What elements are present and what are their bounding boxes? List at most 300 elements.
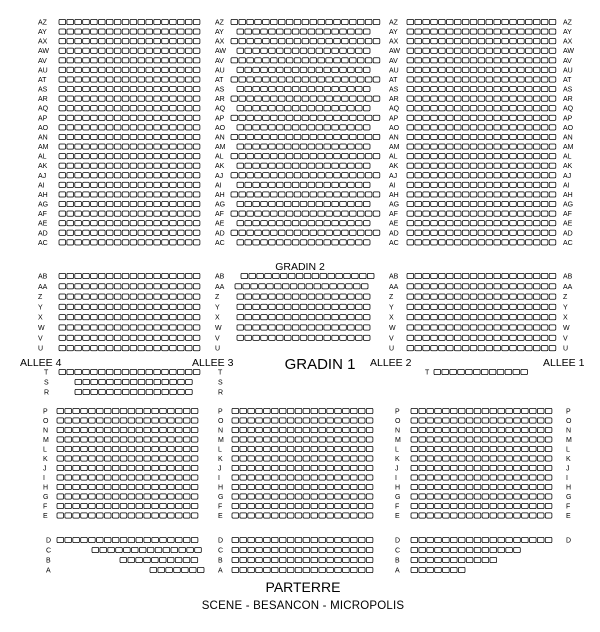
seat-parterre-right-F-16[interactable] <box>530 503 537 508</box>
seat-g2-right-AG-11[interactable] <box>486 201 493 206</box>
seat-g1-right-AA-16[interactable] <box>526 284 533 289</box>
seat-g1-right-AB-19[interactable] <box>549 273 556 278</box>
seat-parterre-center-I-4[interactable] <box>256 475 263 480</box>
seat-g2-right-AN-10[interactable] <box>478 134 485 139</box>
seat-parterre-center-O-14[interactable] <box>335 418 342 423</box>
seat-g1-right-U-17[interactable] <box>533 346 540 351</box>
seat-g2-left-AO-2[interactable] <box>67 125 74 130</box>
seat-g2-center-AJ-7[interactable] <box>278 173 285 178</box>
seat-g1-right-AA-7[interactable] <box>454 284 461 289</box>
seat-front-left-C-9[interactable] <box>155 547 162 552</box>
seat-g2-left-AY-15[interactable] <box>170 29 177 34</box>
seat-parterre-center-I-5[interactable] <box>264 475 271 480</box>
seat-parterre-right-F-18[interactable] <box>545 503 552 508</box>
seat-g2-left-AS-11[interactable] <box>138 86 145 91</box>
seat-parterre-left-L-8[interactable] <box>112 446 119 451</box>
seat-parterre-left-I-17[interactable] <box>183 475 190 480</box>
seat-g1-center-AA-13[interactable] <box>330 284 337 289</box>
seat-g1-left-Y-7[interactable] <box>106 304 113 309</box>
seat-g1-left-V-18[interactable] <box>193 335 200 340</box>
seat-g2-center-AJ-5[interactable] <box>263 173 270 178</box>
seat-parterre-right-P-15[interactable] <box>522 408 529 413</box>
seat-g2-right-AE-4[interactable] <box>431 221 438 226</box>
seat-parterre-right-J-8[interactable] <box>466 465 473 470</box>
seat-g2-left-AX-18[interactable] <box>193 39 200 44</box>
seat-g1-center-Y-14[interactable] <box>340 304 347 309</box>
seat-g2-right-AQ-15[interactable] <box>518 106 525 111</box>
seat-g1-left-AB-18[interactable] <box>193 273 200 278</box>
seat-front-center-D-5[interactable] <box>264 537 271 542</box>
seat-g2-right-AV-18[interactable] <box>541 58 548 63</box>
seat-parterre-left-E-1[interactable] <box>57 513 64 518</box>
seat-parterre-left-N-16[interactable] <box>176 427 183 432</box>
seat-front-right-C-3[interactable] <box>427 547 434 552</box>
seat-front-right-C-13[interactable] <box>506 547 513 552</box>
seat-g2-right-AW-14[interactable] <box>510 48 517 53</box>
seat-g2-left-AD-3[interactable] <box>75 230 82 235</box>
seat-parterre-center-P-10[interactable] <box>303 408 310 413</box>
seat-parterre-right-F-13[interactable] <box>506 503 513 508</box>
seat-mid-left-T-9[interactable] <box>122 369 129 374</box>
seat-front-center-A-3[interactable] <box>248 567 255 572</box>
seat-g2-center-AJ-10[interactable] <box>302 173 309 178</box>
seat-parterre-left-P-9[interactable] <box>120 408 127 413</box>
seat-g2-center-AX-7[interactable] <box>278 39 285 44</box>
seat-parterre-right-M-6[interactable] <box>451 437 458 442</box>
seat-g1-left-W-9[interactable] <box>122 325 129 330</box>
seat-g2-left-AE-9[interactable] <box>122 221 129 226</box>
seat-g2-center-AU-14[interactable] <box>340 67 347 72</box>
seat-g2-center-AG-9[interactable] <box>300 201 307 206</box>
seat-g2-center-AK-10[interactable] <box>308 163 315 168</box>
seat-g2-right-AE-16[interactable] <box>526 221 533 226</box>
seat-g1-left-Y-15[interactable] <box>170 304 177 309</box>
seat-g2-right-AH-17[interactable] <box>533 192 540 197</box>
seat-parterre-center-H-10[interactable] <box>303 484 310 489</box>
seat-g2-left-AM-12[interactable] <box>146 144 153 149</box>
seat-g1-center-AB-15[interactable] <box>352 273 359 278</box>
seat-parterre-right-H-17[interactable] <box>537 484 544 489</box>
seat-g2-left-AO-10[interactable] <box>130 125 137 130</box>
seat-g1-center-Y-13[interactable] <box>332 304 339 309</box>
seat-parterre-right-P-12[interactable] <box>498 408 505 413</box>
seat-g1-right-W-6[interactable] <box>447 325 454 330</box>
seat-parterre-center-J-12[interactable] <box>319 465 326 470</box>
seat-g2-left-AJ-1[interactable] <box>59 173 66 178</box>
seat-g1-left-U-7[interactable] <box>106 346 113 351</box>
seat-g2-right-AP-10[interactable] <box>478 115 485 120</box>
seat-g2-center-AD-17[interactable] <box>357 230 364 235</box>
seat-g1-left-U-11[interactable] <box>138 346 145 351</box>
seat-front-center-C-18[interactable] <box>366 547 373 552</box>
seat-parterre-left-P-11[interactable] <box>136 408 143 413</box>
seat-g2-center-AW-6[interactable] <box>277 48 284 53</box>
seat-g2-center-AN-13[interactable] <box>326 134 333 139</box>
seat-front-center-D-4[interactable] <box>256 537 263 542</box>
seat-parterre-center-J-4[interactable] <box>256 465 263 470</box>
seat-parterre-left-N-11[interactable] <box>136 427 143 432</box>
seat-parterre-left-J-3[interactable] <box>73 465 80 470</box>
seat-parterre-left-J-8[interactable] <box>112 465 119 470</box>
seat-g2-center-AR-7[interactable] <box>278 96 285 101</box>
seat-g2-left-AG-11[interactable] <box>138 201 145 206</box>
seat-g1-center-X-3[interactable] <box>253 315 260 320</box>
seat-g2-left-AT-13[interactable] <box>154 77 161 82</box>
seat-g1-left-V-13[interactable] <box>154 335 161 340</box>
seat-g2-left-AG-9[interactable] <box>122 201 129 206</box>
seat-g2-left-AQ-6[interactable] <box>99 106 106 111</box>
seat-g2-center-AZ-18[interactable] <box>365 19 372 24</box>
seat-g2-center-AI-17[interactable] <box>363 182 370 187</box>
seat-parterre-right-K-13[interactable] <box>506 456 513 461</box>
seat-mid-left-S-6[interactable] <box>115 379 122 384</box>
seat-g2-right-AK-10[interactable] <box>478 163 485 168</box>
seat-g2-right-AE-11[interactable] <box>486 221 493 226</box>
seat-g2-right-AT-7[interactable] <box>454 77 461 82</box>
seat-parterre-right-E-16[interactable] <box>530 513 537 518</box>
seat-front-left-D-9[interactable] <box>120 537 127 542</box>
seat-g2-center-AL-18[interactable] <box>365 154 372 159</box>
seat-g1-left-AB-13[interactable] <box>154 273 161 278</box>
seat-g2-center-AC-4[interactable] <box>261 240 268 245</box>
seat-parterre-center-G-17[interactable] <box>358 494 365 499</box>
seat-front-center-B-8[interactable] <box>287 557 294 562</box>
seat-parterre-left-K-11[interactable] <box>136 456 143 461</box>
seat-g2-right-AY-16[interactable] <box>526 29 533 34</box>
seat-front-center-C-12[interactable] <box>319 547 326 552</box>
seat-parterre-left-J-13[interactable] <box>152 465 159 470</box>
seat-g2-right-AI-9[interactable] <box>470 182 477 187</box>
seat-g1-right-Y-8[interactable] <box>462 304 469 309</box>
seat-g1-left-Y-12[interactable] <box>146 304 153 309</box>
seat-parterre-right-K-17[interactable] <box>537 456 544 461</box>
seat-parterre-left-O-1[interactable] <box>57 418 64 423</box>
seat-parterre-left-O-8[interactable] <box>112 418 119 423</box>
seat-parterre-center-F-10[interactable] <box>303 503 310 508</box>
seat-g2-center-AH-19[interactable] <box>373 192 380 197</box>
seat-parterre-center-M-16[interactable] <box>351 437 358 442</box>
seat-g2-right-AT-15[interactable] <box>518 77 525 82</box>
seat-g2-left-AF-4[interactable] <box>83 211 90 216</box>
seat-g2-center-AZ-1[interactable] <box>231 19 238 24</box>
seat-parterre-right-M-8[interactable] <box>466 437 473 442</box>
seat-parterre-left-G-8[interactable] <box>112 494 119 499</box>
seat-g2-center-AJ-8[interactable] <box>286 173 293 178</box>
seat-g2-center-AH-15[interactable] <box>342 192 349 197</box>
seat-parterre-center-M-4[interactable] <box>256 437 263 442</box>
seat-g2-right-AL-9[interactable] <box>470 154 477 159</box>
seat-g1-center-AA-12[interactable] <box>322 284 329 289</box>
seat-g2-left-AW-2[interactable] <box>67 48 74 53</box>
seat-parterre-left-N-13[interactable] <box>152 427 159 432</box>
seat-parterre-center-E-10[interactable] <box>303 513 310 518</box>
seat-front-center-A-7[interactable] <box>279 567 286 572</box>
seat-parterre-center-P-11[interactable] <box>311 408 318 413</box>
seat-g1-right-Z-16[interactable] <box>526 294 533 299</box>
seat-g1-right-U-11[interactable] <box>486 346 493 351</box>
seat-parterre-center-J-9[interactable] <box>295 465 302 470</box>
seat-front-left-C-8[interactable] <box>147 547 154 552</box>
seat-g1-right-V-8[interactable] <box>462 335 469 340</box>
seat-parterre-center-E-16[interactable] <box>351 513 358 518</box>
seat-g2-right-AZ-19[interactable] <box>549 19 556 24</box>
seat-g2-right-AS-4[interactable] <box>431 86 438 91</box>
seat-g2-right-AQ-16[interactable] <box>526 106 533 111</box>
seat-g2-center-AP-18[interactable] <box>365 115 372 120</box>
seat-g2-right-AD-15[interactable] <box>518 230 525 235</box>
seat-g2-right-AX-13[interactable] <box>502 39 509 44</box>
seat-g1-right-V-1[interactable] <box>407 335 414 340</box>
seat-g1-right-V-5[interactable] <box>439 335 446 340</box>
seat-g2-right-AC-12[interactable] <box>494 240 501 245</box>
seat-g2-right-AV-9[interactable] <box>470 58 477 63</box>
seat-g2-center-AS-1[interactable] <box>237 86 244 91</box>
seat-g2-center-AR-17[interactable] <box>357 96 364 101</box>
seat-g2-center-AO-2[interactable] <box>245 125 252 130</box>
seat-g2-right-AS-7[interactable] <box>454 86 461 91</box>
seat-g1-left-AA-15[interactable] <box>170 284 177 289</box>
seat-parterre-right-H-13[interactable] <box>506 484 513 489</box>
seat-g2-left-AQ-9[interactable] <box>122 106 129 111</box>
seat-parterre-right-L-9[interactable] <box>474 446 481 451</box>
seat-g2-left-AI-8[interactable] <box>114 182 121 187</box>
seat-g1-center-W-7[interactable] <box>284 325 291 330</box>
seat-g1-left-U-10[interactable] <box>130 346 137 351</box>
seat-g2-left-AW-1[interactable] <box>59 48 66 53</box>
seat-front-center-A-9[interactable] <box>295 567 302 572</box>
seat-g1-right-AB-15[interactable] <box>518 273 525 278</box>
seat-g2-right-AW-13[interactable] <box>502 48 509 53</box>
seat-g2-center-AD-18[interactable] <box>365 230 372 235</box>
seat-parterre-center-O-11[interactable] <box>311 418 318 423</box>
seat-parterre-left-L-17[interactable] <box>183 446 190 451</box>
seat-front-right-C-11[interactable] <box>490 547 497 552</box>
seat-front-left-C-4[interactable] <box>116 547 123 552</box>
seat-front-left-C-13[interactable] <box>187 547 194 552</box>
seat-g1-left-X-9[interactable] <box>122 315 129 320</box>
seat-g2-right-AL-7[interactable] <box>454 154 461 159</box>
seat-g2-left-AN-14[interactable] <box>162 134 169 139</box>
seat-g2-right-AR-19[interactable] <box>549 96 556 101</box>
seat-g2-right-AW-5[interactable] <box>439 48 446 53</box>
seat-parterre-right-N-4[interactable] <box>435 427 442 432</box>
seat-g2-left-AW-15[interactable] <box>170 48 177 53</box>
seat-g2-center-AF-7[interactable] <box>278 211 285 216</box>
seat-g2-right-AK-4[interactable] <box>431 163 438 168</box>
seat-g2-right-AG-14[interactable] <box>510 201 517 206</box>
seat-g2-right-AL-16[interactable] <box>526 154 533 159</box>
seat-g2-right-AU-19[interactable] <box>549 67 556 72</box>
seat-g2-left-AM-7[interactable] <box>106 144 113 149</box>
seat-parterre-left-F-14[interactable] <box>160 503 167 508</box>
seat-g2-left-AI-13[interactable] <box>154 182 161 187</box>
seat-parterre-center-J-5[interactable] <box>264 465 271 470</box>
seat-g2-right-AU-10[interactable] <box>478 67 485 72</box>
seat-g2-center-AW-16[interactable] <box>356 48 363 53</box>
seat-parterre-right-I-8[interactable] <box>466 475 473 480</box>
seat-g1-left-W-16[interactable] <box>178 325 185 330</box>
seat-parterre-center-I-14[interactable] <box>335 475 342 480</box>
seat-g1-left-X-13[interactable] <box>154 315 161 320</box>
seat-g2-right-AS-11[interactable] <box>486 86 493 91</box>
seat-mid-right-T-11[interactable] <box>513 369 520 374</box>
seat-parterre-right-F-11[interactable] <box>490 503 497 508</box>
seat-mid-left-T-11[interactable] <box>138 369 145 374</box>
seat-g2-left-AK-16[interactable] <box>178 163 185 168</box>
seat-parterre-center-E-4[interactable] <box>256 513 263 518</box>
seat-parterre-center-L-7[interactable] <box>279 446 286 451</box>
seat-mid-left-S-8[interactable] <box>130 379 137 384</box>
seat-g2-left-AV-18[interactable] <box>193 58 200 63</box>
seat-g2-center-AJ-9[interactable] <box>294 173 301 178</box>
seat-g1-left-V-12[interactable] <box>146 335 153 340</box>
seat-parterre-right-F-5[interactable] <box>443 503 450 508</box>
seat-parterre-center-N-9[interactable] <box>295 427 302 432</box>
seat-g1-center-Y-15[interactable] <box>348 304 355 309</box>
seat-g2-right-AZ-15[interactable] <box>518 19 525 24</box>
seat-front-center-B-9[interactable] <box>295 557 302 562</box>
seat-g2-right-AS-8[interactable] <box>462 86 469 91</box>
seat-g1-left-U-9[interactable] <box>122 346 129 351</box>
seat-g2-center-AS-16[interactable] <box>356 86 363 91</box>
seat-parterre-center-I-12[interactable] <box>319 475 326 480</box>
seat-parterre-left-G-17[interactable] <box>183 494 190 499</box>
seat-g1-right-AA-1[interactable] <box>407 284 414 289</box>
seat-g2-center-AQ-8[interactable] <box>292 106 299 111</box>
seat-g2-right-AJ-3[interactable] <box>423 173 430 178</box>
seat-g2-right-AX-18[interactable] <box>541 39 548 44</box>
seat-front-left-D-7[interactable] <box>104 537 111 542</box>
seat-g1-left-W-11[interactable] <box>138 325 145 330</box>
seat-g2-left-AM-5[interactable] <box>91 144 98 149</box>
seat-g2-right-AR-17[interactable] <box>533 96 540 101</box>
seat-parterre-right-O-1[interactable] <box>411 418 418 423</box>
seat-front-center-D-7[interactable] <box>279 537 286 542</box>
seat-g2-right-AS-19[interactable] <box>549 86 556 91</box>
seat-g2-left-AF-6[interactable] <box>99 211 106 216</box>
seat-g2-left-AP-18[interactable] <box>193 115 200 120</box>
seat-g2-right-AT-10[interactable] <box>478 77 485 82</box>
seat-g2-center-AS-10[interactable] <box>308 86 315 91</box>
seat-front-left-C-11[interactable] <box>171 547 178 552</box>
seat-g2-center-AL-10[interactable] <box>302 154 309 159</box>
seat-g1-right-Y-12[interactable] <box>494 304 501 309</box>
seat-g2-right-AX-4[interactable] <box>431 39 438 44</box>
seat-parterre-right-I-9[interactable] <box>474 475 481 480</box>
seat-g2-left-AG-7[interactable] <box>106 201 113 206</box>
seat-parterre-right-H-14[interactable] <box>514 484 521 489</box>
seat-g2-right-AZ-8[interactable] <box>462 19 469 24</box>
seat-g1-center-X-5[interactable] <box>269 315 276 320</box>
seat-parterre-right-G-1[interactable] <box>411 494 418 499</box>
seat-parterre-right-E-14[interactable] <box>514 513 521 518</box>
seat-g2-left-AT-18[interactable] <box>193 77 200 82</box>
seat-g2-left-AI-11[interactable] <box>138 182 145 187</box>
seat-g2-center-AS-2[interactable] <box>245 86 252 91</box>
seat-g1-left-AB-17[interactable] <box>185 273 192 278</box>
seat-g2-left-AZ-18[interactable] <box>193 19 200 24</box>
seat-parterre-right-K-3[interactable] <box>427 456 434 461</box>
seat-g1-left-Z-9[interactable] <box>122 294 129 299</box>
seat-front-left-A-4[interactable] <box>174 567 181 572</box>
seat-front-center-B-12[interactable] <box>319 557 326 562</box>
seat-parterre-left-L-13[interactable] <box>152 446 159 451</box>
seat-parterre-right-O-13[interactable] <box>506 418 513 423</box>
seat-parterre-right-F-4[interactable] <box>435 503 442 508</box>
seat-parterre-right-P-2[interactable] <box>419 408 426 413</box>
seat-g2-left-AS-7[interactable] <box>106 86 113 91</box>
seat-g2-left-AR-2[interactable] <box>67 96 74 101</box>
seat-g2-right-AD-7[interactable] <box>454 230 461 235</box>
seat-front-right-B-3[interactable] <box>427 557 434 562</box>
seat-g2-left-AD-17[interactable] <box>185 230 192 235</box>
seat-front-center-B-2[interactable] <box>240 557 247 562</box>
seat-g1-center-Y-1[interactable] <box>237 304 244 309</box>
seat-parterre-left-M-16[interactable] <box>176 437 183 442</box>
seat-parterre-center-M-18[interactable] <box>366 437 373 442</box>
seat-g1-right-Y-7[interactable] <box>454 304 461 309</box>
seat-g2-center-AK-11[interactable] <box>316 163 323 168</box>
seat-g2-center-AE-9[interactable] <box>300 221 307 226</box>
seat-g1-left-Z-10[interactable] <box>130 294 137 299</box>
seat-g2-center-AE-7[interactable] <box>284 221 291 226</box>
seat-g2-right-AR-15[interactable] <box>518 96 525 101</box>
seat-g2-left-AT-11[interactable] <box>138 77 145 82</box>
seat-g2-left-AM-2[interactable] <box>67 144 74 149</box>
seat-parterre-center-N-17[interactable] <box>358 427 365 432</box>
seat-g1-center-V-17[interactable] <box>363 335 370 340</box>
seat-parterre-left-J-6[interactable] <box>97 465 104 470</box>
seat-front-left-D-8[interactable] <box>112 537 119 542</box>
seat-g2-right-AY-19[interactable] <box>549 29 556 34</box>
seat-parterre-left-G-6[interactable] <box>97 494 104 499</box>
seat-g2-right-AF-9[interactable] <box>470 211 477 216</box>
seat-front-right-B-8[interactable] <box>466 557 473 562</box>
seat-g2-left-AN-7[interactable] <box>106 134 113 139</box>
seat-g2-left-AC-6[interactable] <box>99 240 106 245</box>
seat-parterre-right-M-4[interactable] <box>435 437 442 442</box>
seat-parterre-right-N-2[interactable] <box>419 427 426 432</box>
seat-g2-left-AK-10[interactable] <box>130 163 137 168</box>
seat-front-center-D-9[interactable] <box>295 537 302 542</box>
seat-parterre-center-E-3[interactable] <box>248 513 255 518</box>
seat-g1-right-V-17[interactable] <box>533 335 540 340</box>
seat-g2-left-AH-15[interactable] <box>170 192 177 197</box>
seat-g2-center-AW-8[interactable] <box>292 48 299 53</box>
seat-g2-right-AX-10[interactable] <box>478 39 485 44</box>
seat-g2-left-AF-12[interactable] <box>146 211 153 216</box>
seat-g1-right-V-4[interactable] <box>431 335 438 340</box>
seat-g2-right-AI-15[interactable] <box>518 182 525 187</box>
seat-g2-left-AH-11[interactable] <box>138 192 145 197</box>
seat-parterre-left-M-14[interactable] <box>160 437 167 442</box>
seat-g2-center-AV-18[interactable] <box>365 58 372 63</box>
seat-g2-center-AU-2[interactable] <box>245 67 252 72</box>
seat-parterre-left-E-4[interactable] <box>81 513 88 518</box>
seat-g1-left-V-2[interactable] <box>67 335 74 340</box>
seat-g2-center-AV-8[interactable] <box>286 58 293 63</box>
seat-g1-left-AA-17[interactable] <box>185 284 192 289</box>
seat-parterre-left-M-11[interactable] <box>136 437 143 442</box>
seat-g2-right-AG-17[interactable] <box>533 201 540 206</box>
seat-parterre-left-I-12[interactable] <box>144 475 151 480</box>
seat-g2-right-AG-16[interactable] <box>526 201 533 206</box>
seat-g1-right-Y-5[interactable] <box>439 304 446 309</box>
seat-parterre-left-L-14[interactable] <box>160 446 167 451</box>
seat-g1-center-X-2[interactable] <box>245 315 252 320</box>
seat-front-right-D-14[interactable] <box>514 537 521 542</box>
seat-parterre-left-H-10[interactable] <box>128 484 135 489</box>
